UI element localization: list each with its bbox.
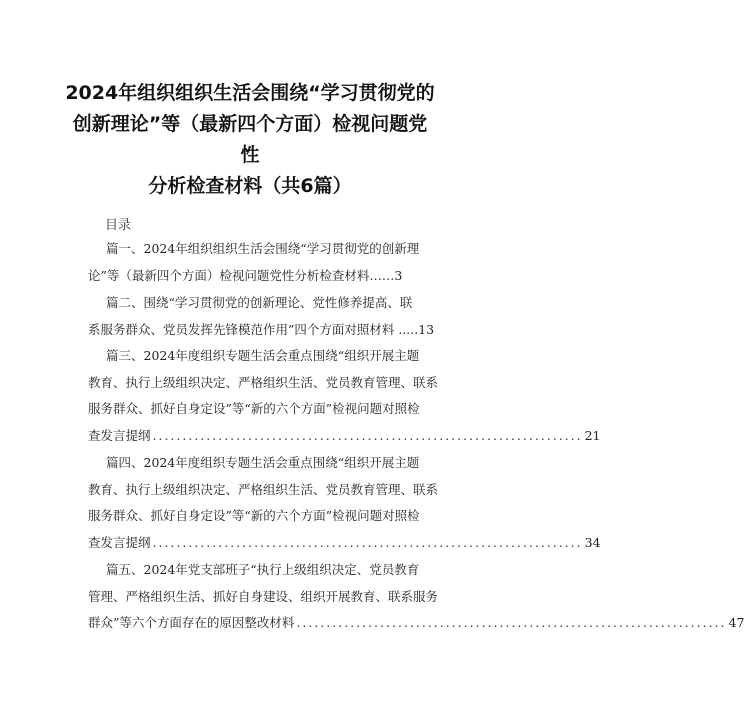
toc-entry-line: 篇三、2024年度组织专题生活会重点围绕“组织开展主题: [106, 348, 420, 363]
page-number: 34: [584, 534, 601, 550]
toc-entry-line: 论”等（最新四个方面）检视问题党性分析检查材料……3: [88, 267, 403, 283]
toc-entry-line: 群众”等六个方面存在的原因整改材料: [88, 615, 295, 630]
toc-heading: 目录: [105, 218, 132, 233]
toc-entry-5[interactable]: [88, 557, 744, 637]
toc-entry-last-line: [88, 530, 601, 557]
toc-entry-line: 篇四、2024年度组织专题生活会重点围绕“组织开展主题: [106, 455, 420, 470]
page-number: 21: [584, 427, 601, 443]
toc-entry-line: 篇一、2024年组织组织生活会围绕“学习贯彻党的创新理: [106, 241, 420, 256]
title-line-4: 分析检查材料（共6篇）: [148, 175, 352, 197]
title-line-1: 2024年组织组织生活会围绕“学习贯彻党的: [65, 82, 435, 104]
toc-entry-3[interactable]: [88, 343, 601, 449]
toc-entry-last-line: [88, 610, 744, 637]
title-line-3: 性: [240, 144, 260, 166]
toc-entry-line: 服务群众、抓好自身定设”等“新的六个方面”检视问题对照检: [88, 401, 420, 416]
toc-entry-line: 篇五、2024年党支部班子“执行上级组织决定、党员教育: [106, 562, 420, 577]
toc-entry-line: 管理、严格组织生活、抓好自身建设、组织开展教育、联系服务: [88, 588, 439, 604]
toc-entry-2[interactable]: [88, 290, 435, 343]
title-line-2: 创新理论”等（最新四个方面）检视问题党: [72, 113, 428, 135]
toc-entry-line: 查发言提纲: [88, 534, 151, 550]
dot-leader: ........................................................................: [152, 534, 583, 550]
toc-entry-line: 查发言提纲: [88, 427, 151, 443]
toc-entry-4[interactable]: [88, 450, 601, 556]
toc-entry-line: 服务群众、抓好自身定设”等“新的六个方面”检视问题对照检: [88, 508, 420, 523]
toc-entry-last-line: [88, 423, 601, 450]
toc-entry-line: 教育、执行上级组织决定、严格组织生活、党员教育管理、联系: [88, 481, 439, 497]
toc-entry-line: 系服务群众、党员发挥先锋模范作用”四个方面对照材料 .....13: [88, 321, 435, 337]
toc-entry-line: 篇二、围绕“学习贯彻党的创新理论、党性修养提高、联: [106, 295, 413, 310]
dot-leader: ........................................................................: [152, 427, 583, 443]
page-number: 47: [728, 615, 744, 630]
document-title: [60, 78, 440, 202]
toc-entry-line: 教育、执行上级组织决定、严格组织生活、党员教育管理、联系: [88, 374, 439, 390]
dot-leader: ........................................................................: [296, 615, 727, 630]
toc-entry-1[interactable]: [88, 236, 422, 289]
